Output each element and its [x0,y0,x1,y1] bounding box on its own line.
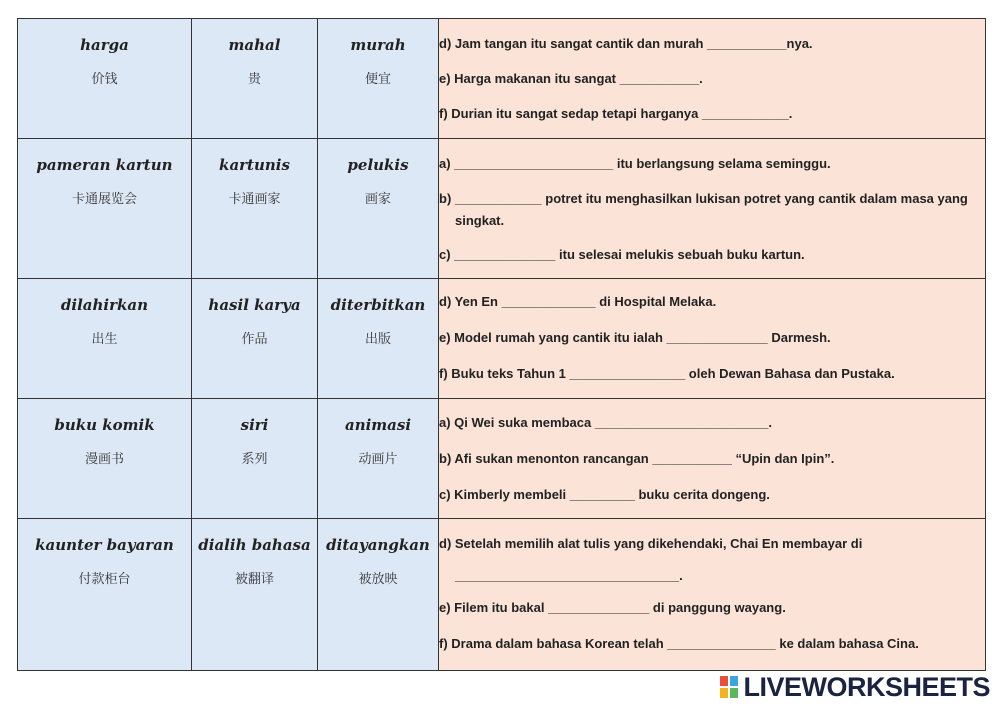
vocab-cell [318,279,439,399]
vocab-word: animasi [344,416,412,434]
vocab-translation: 卡通画家 [228,192,281,207]
vocab-translation: 画家 [364,192,391,207]
vocab-translation: 便宜 [364,72,391,87]
worksheet-row-5 [18,519,986,671]
question-line: f) Buku teks Tahun 1 ________________ oleh Dewan Bahasa dan Pustaka. [439,366,895,381]
vocab-translation: 价钱 [91,72,118,87]
question-line: a) ______________________ itu berlangsung selama seminggu. [439,156,831,171]
vocab-cell [318,519,439,671]
question-line: d) Setelah memilih alat tulis yang dikehendaki, Chai En membayar di [439,536,863,551]
vocab-translation: 作品 [241,332,268,347]
badge-square [729,675,739,687]
vocab-cell [18,279,192,399]
vocab-word: buku komik [54,416,155,434]
question-line: b) ____________ potret itu menghasilkan lukisan potret yang cantik dalam masa yang singkat. [439,191,968,228]
worksheet-row-1 [18,19,986,139]
vocab-translation: 付款柜台 [78,572,131,587]
question-cell [439,519,986,671]
badge-square [719,675,729,687]
worksheet-row-4 [18,399,986,519]
question-line: c) ______________ itu selesai melukis sebuah buku kartun. [439,247,805,262]
question-cell [439,139,986,279]
vocab-translation: 被放映 [358,572,398,587]
question-line: e) Model rumah yang cantik itu ialah ______________ Darmesh. [439,330,831,345]
liveworksheets-logo [719,672,990,702]
vocab-word: diterbitkan [330,296,426,314]
question-line: f) Durian itu sangat sedap tetapi harganya ____________. [439,106,793,121]
worksheet-row-3 [18,279,986,399]
question-cell [439,19,986,139]
vocab-translation: 出生 [91,332,118,347]
vocab-word: ditayangkan [326,536,430,554]
vocab-translation: 动画片 [358,452,398,467]
vocab-cell [318,19,439,139]
vocab-cell [18,19,192,139]
vocab-word: kartunis [219,156,290,174]
badge-square [719,687,729,699]
question-answer-line: _______________________________. [455,568,683,583]
vocab-cell [318,399,439,519]
vocab-word: dilahirkan [60,296,149,314]
vocab-translation: 出版 [364,332,391,347]
question-line: f) Drama dalam bahasa Korean telah _______________ ke dalam bahasa Cina. [439,636,919,651]
question-cell [439,279,986,399]
vocab-word: dialih bahasa [198,536,311,554]
question-line: e) Filem itu bakal ______________ di panggung wayang. [439,600,786,615]
vocab-word: murah [350,36,406,54]
vocab-word: pelukis [347,156,409,174]
question-line: b) Afi sukan menonton rancangan ___________ “Upin dan Ipin”. [439,451,835,466]
vocab-cell [18,519,192,671]
vocab-word: hasil karya [208,296,301,314]
vocab-cell [192,279,318,399]
brand-name: LIVEWORKSHEETS [743,671,990,702]
vocab-cell [192,519,318,671]
question-cell [439,399,986,519]
vocab-cell [192,399,318,519]
vocab-word: kaunter bayaran [35,536,174,554]
vocab-translation: 贵 [247,72,261,87]
vocab-cell [18,139,192,279]
worksheet-row-2 [18,139,986,279]
worksheet-table [17,18,986,671]
vocab-cell [192,139,318,279]
badge-square [729,687,739,699]
vocab-cell [192,19,318,139]
liveworksheets-badge-icon [719,675,739,699]
question-line: d) Jam tangan itu sangat cantik dan murah ___________nya. [439,36,813,51]
vocab-cell [318,139,439,279]
vocab-word: mahal [228,36,281,54]
question-line: c) Kimberly membeli _________ buku cerita dongeng. [439,487,770,502]
question-line: a) Qi Wei suka membaca ________________________. [439,415,772,430]
question-line: e) Harga makanan itu sangat ___________. [439,71,703,86]
vocab-cell [18,399,192,519]
question-line: d) Yen En _____________ di Hospital Melaka. [439,294,717,309]
vocab-translation: 漫画书 [84,452,124,467]
vocab-translation: 系列 [241,452,268,467]
vocab-word: harga [80,36,129,54]
vocab-word: siri [240,416,269,434]
vocab-translation: 被翻译 [234,572,274,587]
vocab-word: pameran kartun [36,156,173,174]
vocab-translation: 卡通展览会 [71,192,137,207]
